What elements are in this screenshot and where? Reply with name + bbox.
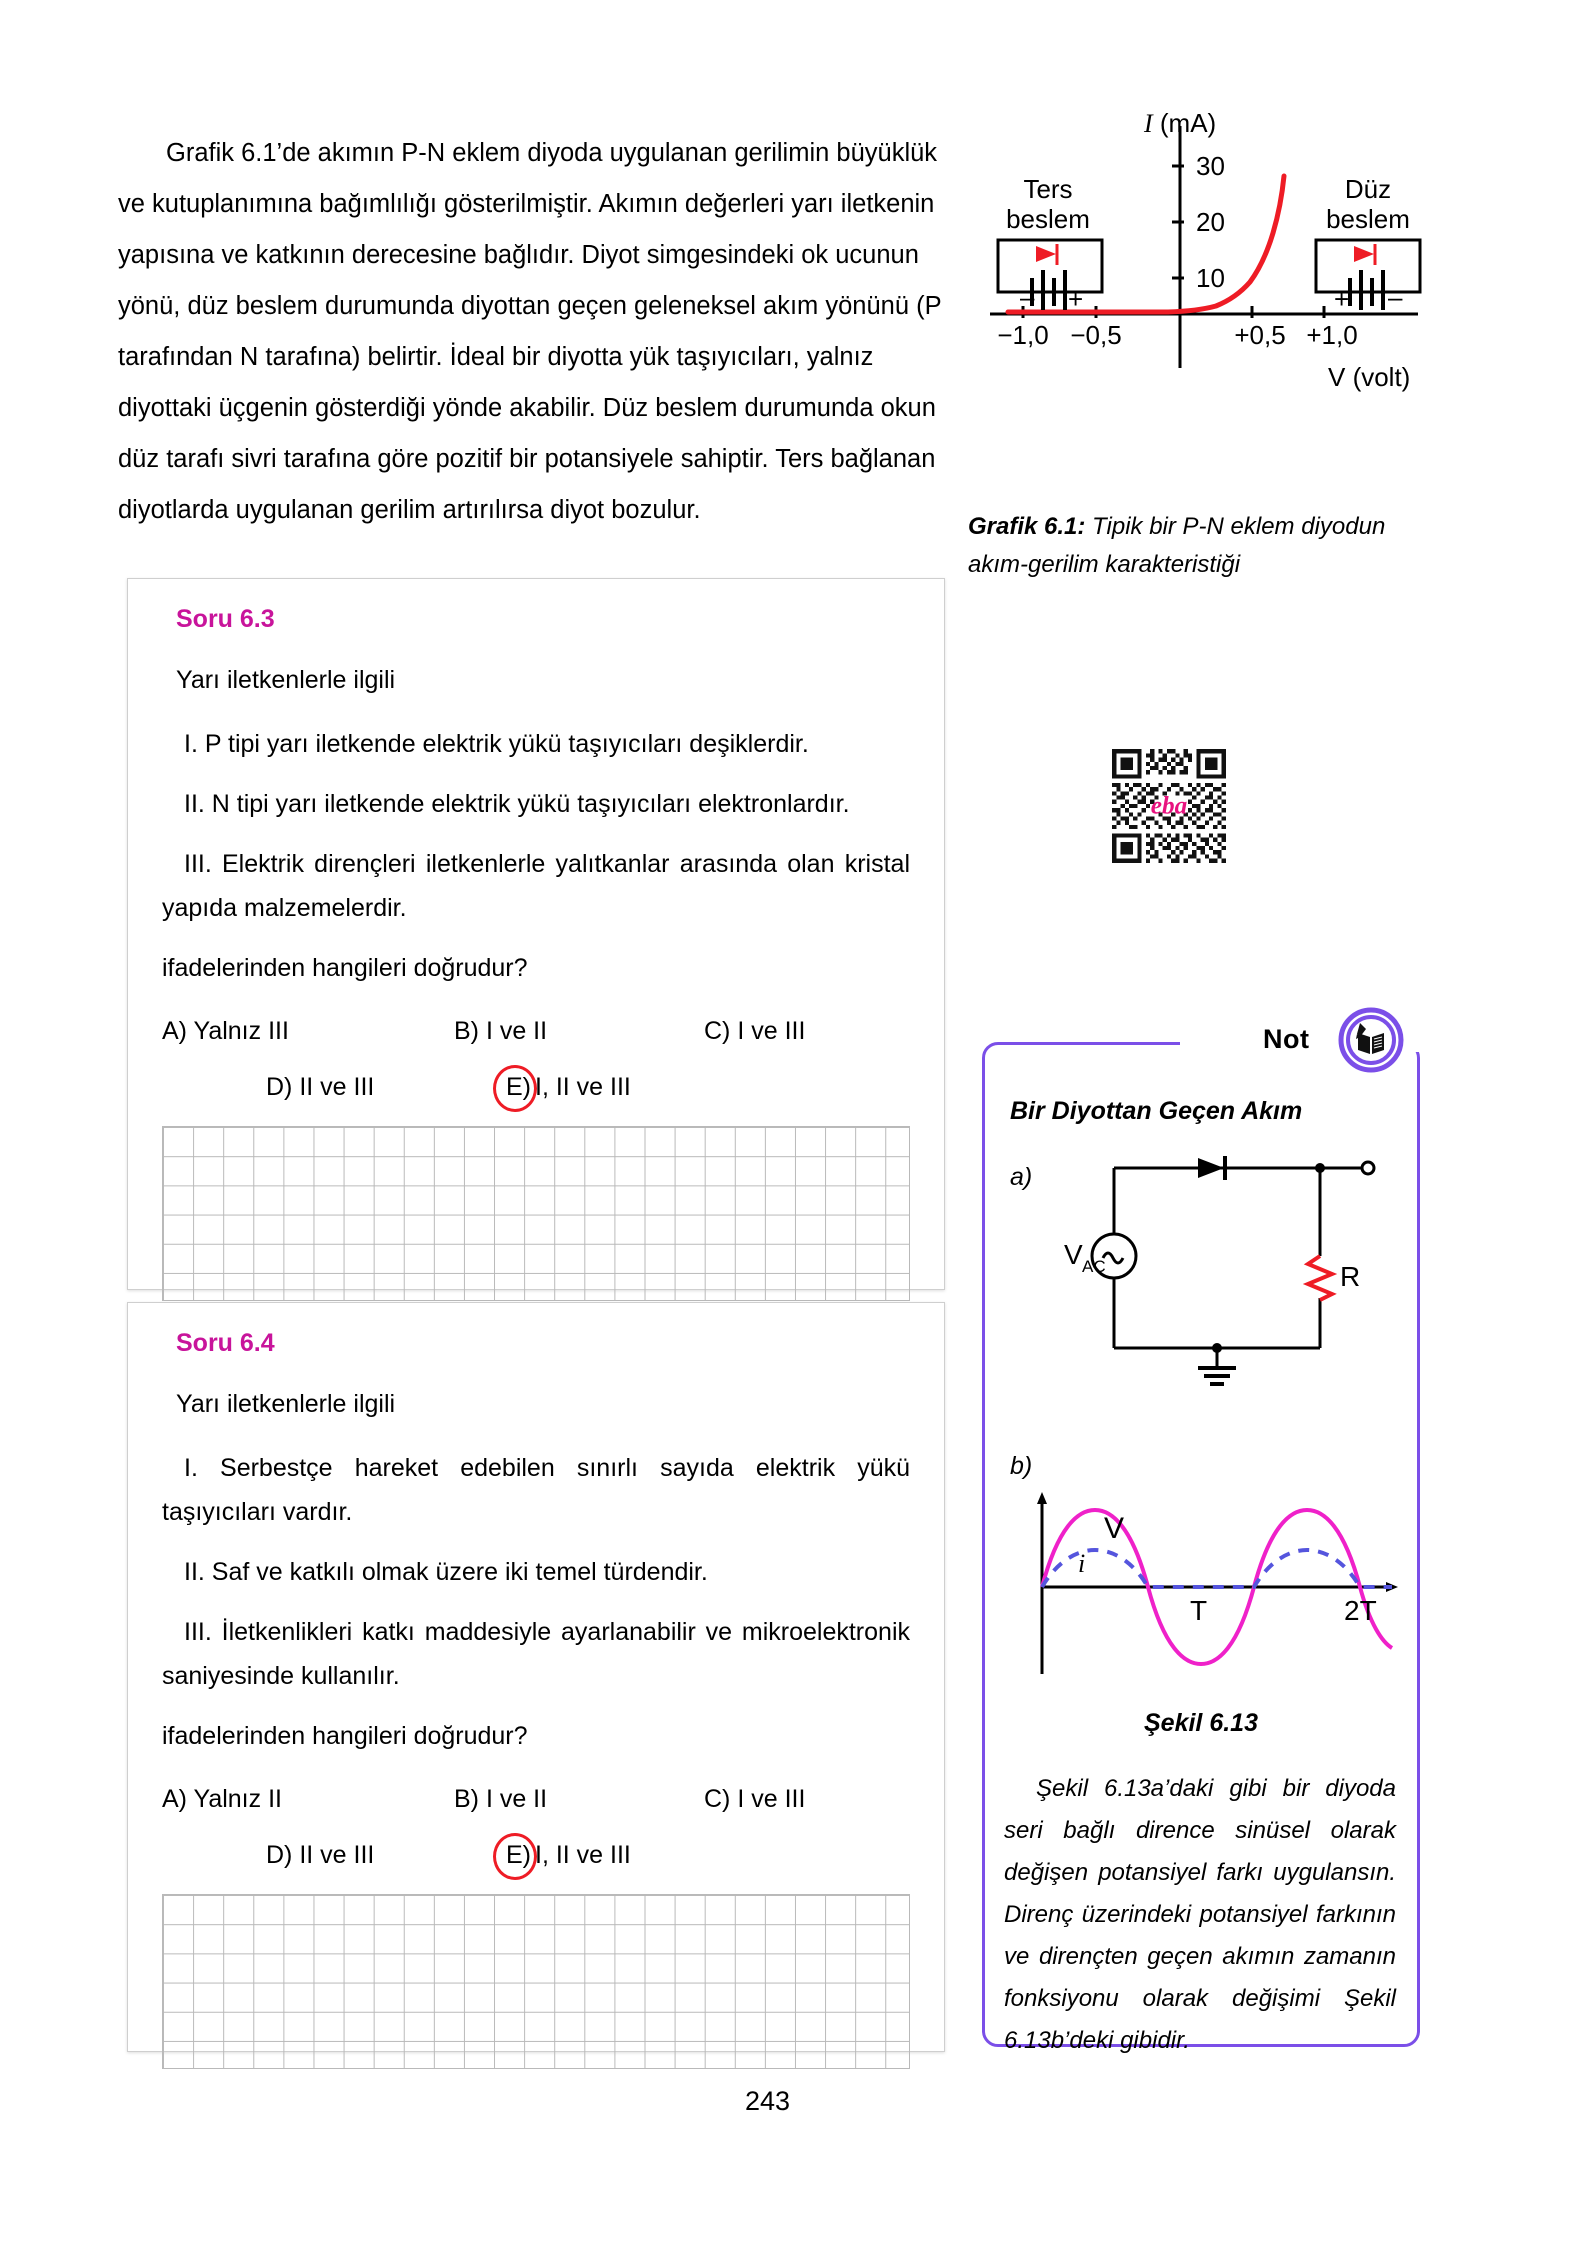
- option-a-6-3[interactable]: A) Yalnız III: [162, 1017, 289, 1045]
- resistor-label: R: [1340, 1261, 1361, 1292]
- question-box-6-4: [127, 1302, 945, 2052]
- battery-plus-left: +: [1068, 284, 1084, 314]
- graph-caption: [968, 508, 1416, 584]
- option-a-6-4[interactable]: A) Yalnız II: [162, 1785, 282, 1813]
- option-e-text-6-4: I, II ve III: [535, 1841, 631, 1869]
- battery-plus-right: +: [1334, 284, 1350, 314]
- question-item-II: II. N tipi yarı iletkende elektrik yükü taşıyıcıları elektronlardır.: [184, 790, 850, 818]
- ytick-20: 20: [1196, 207, 1225, 237]
- option-row-top-6-4: [162, 1776, 910, 1822]
- wave-period-T: T: [1190, 1595, 1208, 1626]
- question-item-I-64: I. Serbestçe hareket edebilen sınırlı sayıda elektrik yükü taşıyıcıları vardır.: [162, 1454, 910, 1526]
- ytick-10: 10: [1196, 263, 1225, 293]
- circuit-part-a-label: a): [1010, 1163, 1033, 1191]
- figure-caption-6-13: Şekil 6.13: [1144, 1709, 1258, 1737]
- option-e-6-3[interactable]: [506, 1064, 631, 1110]
- page-number-value: 243: [744, 2086, 791, 2116]
- ac-source-sub: AC: [1082, 1257, 1106, 1276]
- qr-logo-text: eba: [1150, 792, 1188, 820]
- answer-circle-marker-6-4: E): [506, 1832, 531, 1878]
- graph-caption-bold: Grafik 6.1:: [968, 513, 1086, 540]
- note-title: Bir Diyottan Geçen Akım: [1010, 1097, 1303, 1125]
- graph-6-1: [968, 108, 1428, 418]
- xtick-pos1: +1,0: [1306, 320, 1358, 350]
- option-d-6-4[interactable]: D) II ve III: [266, 1841, 375, 1869]
- question-ask-6-4: ifadelerinden hangileri doğrudur?: [162, 1722, 528, 1750]
- question-box-6-3: [127, 578, 945, 1290]
- question-title-6-3: Soru 6.3: [176, 605, 275, 633]
- battery-minus-left: –: [1020, 282, 1035, 312]
- option-b-6-4[interactable]: B) I ve II: [454, 1785, 548, 1813]
- option-c-6-3[interactable]: C) I ve III: [704, 1017, 806, 1045]
- option-c-6-4[interactable]: C) I ve III: [704, 1785, 806, 1813]
- wave-v-label: V: [1104, 1512, 1125, 1545]
- xtick-pos05: +0,5: [1234, 320, 1286, 350]
- option-d-6-3[interactable]: D) II ve III: [266, 1073, 375, 1101]
- question-ask-6-3: ifadelerinden hangileri doğrudur?: [162, 954, 528, 982]
- page-number: [0, 2086, 1575, 2117]
- question-item-III: III. Elektrik dirençleri iletkenlerle yalıtkanlar arasında olan kristal yapıda malzemelerdir.: [162, 850, 910, 922]
- y-axis-label: I (mA): [1144, 108, 1217, 138]
- ters-beslem-line1: Ters: [1023, 174, 1073, 204]
- option-e-6-4[interactable]: [506, 1832, 631, 1878]
- ytick-30: 30: [1196, 151, 1225, 181]
- note-book-pencil-icon: [1338, 1007, 1404, 1073]
- option-row-top-6-3: [162, 1008, 910, 1054]
- question-title-6-4: Soru 6.4: [176, 1329, 275, 1357]
- question-item-II-64: II. Saf ve katkılı olmak üzere iki temel türdendir.: [184, 1558, 708, 1586]
- option-row-bottom-6-3: [162, 1064, 910, 1110]
- duz-beslem-line1: Düz: [1344, 174, 1392, 204]
- note-explanation-text: Şekil 6.13a’daki gibi bir diyoda seri bağlı dirence sinüsel olarak değişen potansiyel farkı uygulansın. Direnç üzerindeki potansiyel farkının ve dirençten geçen akımın zamanın fonksiyonu olarak değişimi Şekil 6.13b’deki gibidir.: [1004, 1775, 1396, 2054]
- question-lead-6-3: Yarı iletkenlerle ilgili: [176, 666, 396, 694]
- question-item-III-64: III. İletkenlikleri katkı maddesiyle ayarlanabilir ve mikroelektronik saniyesinde kullanılır.: [162, 1618, 910, 1690]
- ters-beslem-line2: beslem: [1006, 204, 1090, 234]
- answer-workspace-grid-6-4[interactable]: [162, 1894, 910, 2069]
- circuit-diagram-a: [1002, 1146, 1412, 1396]
- waveform-diagram-b: [1000, 1482, 1415, 1697]
- intro-text-column: [118, 128, 958, 536]
- wave-i-label: i: [1078, 1549, 1086, 1578]
- answer-workspace-grid-6-3[interactable]: [162, 1126, 910, 1301]
- reverse-bias-circuit: [998, 240, 1102, 314]
- xtick-neg05: −0,5: [1070, 320, 1122, 350]
- graph-caption-text: Tipik bir P-N eklem diyodun akım-gerilim karakteristiği: [968, 513, 1386, 578]
- x-axis-label: V (volt): [1328, 362, 1411, 392]
- question-item-I: I. P tipi yarı iletkende elektrik yükü taşıyıcıları deşiklerdir.: [184, 730, 809, 758]
- wave-period-2T: 2T: [1344, 1595, 1377, 1626]
- circuit-part-b-label: b): [1010, 1452, 1033, 1480]
- xtick-neg1: −1,0: [997, 320, 1049, 350]
- forward-bias-circuit: [1316, 240, 1420, 314]
- question-lead-6-4: Yarı iletkenlerle ilgili: [176, 1390, 396, 1418]
- note-label: Not: [1253, 1024, 1319, 1055]
- intro-paragraph: Grafik 6.1’de akımın P-N eklem diyoda uygulanan gerilimin büyüklük ve kutuplanımına bağımlılığı gösterilmiştir. Akımın değerleri yarı iletkenin yapısına ve katkının derecesine bağlıdır. Diyot simgesindeki ok ucunun yönü, düz beslem durumunda diyottan geçen geleneksel akım yönünü (P tarafından N tarafına) belirtir. İdeal bir diyotta yük taşıyıcıları, yalnız diyottaki üçgenin gösterdiği yönde akabilir. Düz beslem durumunda okun düz tarafı sivri tarafına göre pozitif bir potansiyele sahiptir. Ters bağlanan diyotlarda uygulanan gerilim artırılırsa diyot bozulur.: [118, 139, 942, 524]
- qr-code[interactable]: [1108, 745, 1230, 867]
- option-row-bottom-6-4: [162, 1832, 910, 1878]
- option-e-text-6-3: I, II ve III: [535, 1073, 631, 1101]
- answer-circle-marker-6-3: E): [506, 1064, 531, 1110]
- option-b-6-3[interactable]: B) I ve II: [454, 1017, 548, 1045]
- battery-minus-right: –: [1388, 282, 1403, 312]
- duz-beslem-line2: beslem: [1326, 204, 1410, 234]
- ac-source-label: V: [1064, 1239, 1083, 1270]
